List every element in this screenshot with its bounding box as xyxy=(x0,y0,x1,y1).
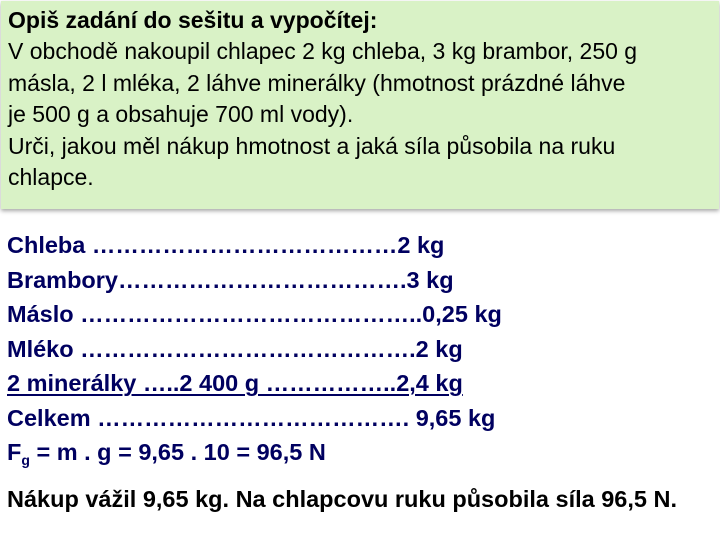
task-title: Opiš zadání do sešitu a vypočítej: xyxy=(8,7,378,33)
calc-line-mineral-water: 2 minerálky …..2 400 g ……………..2,4 kg xyxy=(7,370,463,396)
calc-line-bread: Chleba …………………………………2 kg xyxy=(7,232,445,258)
calc-line-force xyxy=(7,435,502,473)
task-line: másla, 2 l mléka, 2 láhve minerálky (hmotnost prázdné láhve xyxy=(8,69,626,96)
force-formula: = m . g = 9,65 . 10 = 96,5 N xyxy=(29,439,326,465)
task-line: V obchodě nakoupil chlapec 2 kg chleba, 3 kg brambor, 250 g xyxy=(8,38,638,64)
force-symbol: F xyxy=(7,439,22,465)
calc-line-potatoes: Brambory……………………………….3 kg xyxy=(7,266,454,293)
task-line: chlapce. xyxy=(8,164,94,190)
calc-line-butter: Máslo ……………………………………..0,25 kg xyxy=(7,301,502,327)
answer-sentence: Nákup vážil 9,65 kg. Na chlapcovu ruku působila síla 96,5 N. xyxy=(7,486,677,512)
task-line: Urči, jakou měl nákup hmotnost a jaká síla působila na ruku xyxy=(8,132,616,159)
task-box xyxy=(1,1,719,209)
task-line: je 500 g a obsahuje 700 ml vody). xyxy=(8,101,354,127)
calc-line-milk: Mléko …………………………………….2 kg xyxy=(7,335,463,362)
calculation-block xyxy=(7,228,502,473)
force-subscript: g xyxy=(21,452,30,468)
calc-line-total: Celkem …………………………………. 9,65 kg xyxy=(7,404,496,431)
